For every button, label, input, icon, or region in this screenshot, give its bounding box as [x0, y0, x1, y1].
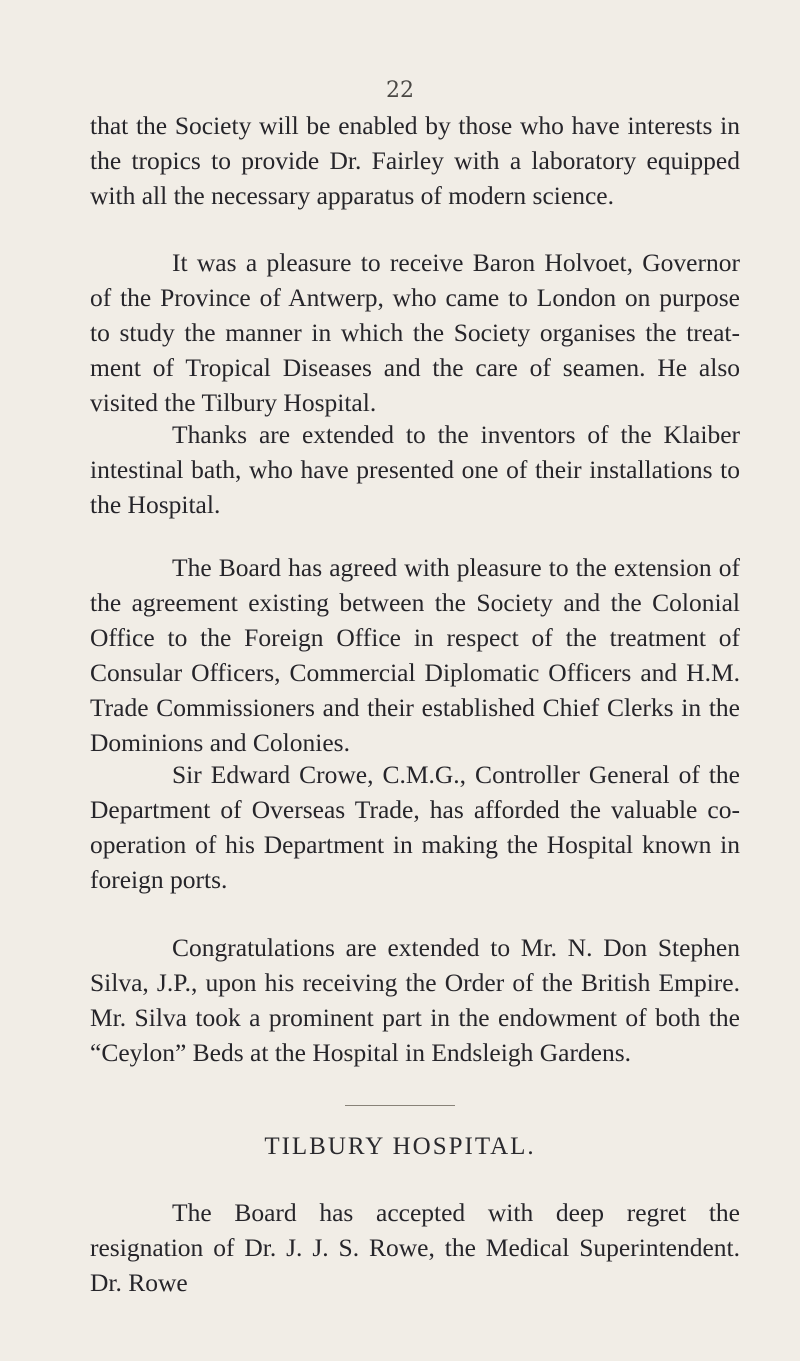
paragraph-text: The Board has agreed with pleasure to the extension of the agreement existing between the Society and the Colonial Office to the Foreign Office in respect of the treatment of Consular Officers, Commercial Diplomatic Officers and H.M. Trade Commissioners and their established Chief Clerks in the Dominions and Colonies.: [90, 553, 740, 757]
section-divider: [345, 1105, 455, 1106]
paragraph-continuation: [90, 108, 740, 213]
paragraph-text: that the Society will be enabled by those who have interests in the tropics to provide Dr. Fairley with a laboratory equipped with all the necessary apparatus of modern science.: [90, 111, 740, 210]
page-number: 22: [386, 78, 414, 103]
paragraph-resignation: [90, 1195, 740, 1300]
paragraph-agreement-extension: [90, 550, 740, 760]
paragraph-sir-edward-crowe: [90, 757, 740, 897]
paragraph-text: Congratulations are extended to Mr. N. Don Stephen Silva, J.P., upon his receiving the Order of the British Empire. Mr. Silva took a prominent part in the endowment of both the “Ceylon” Beds at the Hospital in Endsleigh Gardens.: [90, 933, 740, 1067]
paragraph-text: Sir Edward Crowe, C.M.G., Controller General of the Department of Overseas Trade, has afforded the valuable co-operation of his Department in making the Hospital known in foreign ports.: [90, 760, 740, 894]
paragraph-text: The Board has accepted with deep regret the resignation of Dr. J. J. S. Rowe, the Medical Superintendent. Dr. Rowe: [90, 1198, 740, 1297]
paragraph-klaiber-bath: [90, 417, 740, 522]
paragraph-congratulations: [90, 930, 740, 1070]
section-heading: TILBURY HOSPITAL.: [264, 1133, 536, 1160]
paragraph-text: Thanks are extended to the inventors of the Klaiber intestinal bath, who have presented one of their installations to the Hospital.: [90, 420, 740, 519]
paragraph-text: It was a pleasure to receive Baron Holvoet, Governor of the Province of Antwerp, who came to London on purpose to study the manner in which the Society organises the treat-ment of Tropical Diseases and the care of seamen. He also visited the Tilbury Hospital.: [90, 248, 740, 417]
paragraph-baron-holvoet: [90, 245, 740, 420]
